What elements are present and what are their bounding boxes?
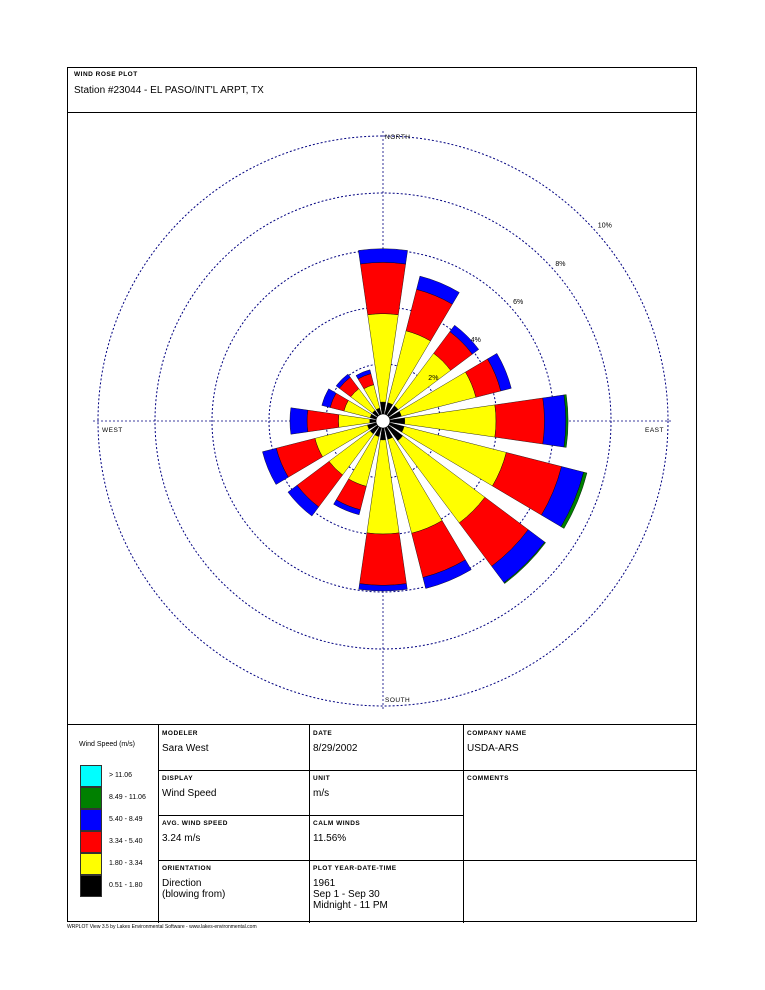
legend-swatch (80, 875, 102, 897)
ring-label: 10% (597, 222, 612, 230)
legend-label: 8.49 - 11.06 (109, 794, 146, 801)
petal-segment-w-2 (307, 410, 339, 432)
petal-segment-e-3 (543, 395, 566, 447)
company-caption: COMPANY NAME (467, 730, 527, 737)
petal-segment-s-0 (380, 428, 385, 440)
petal-segment-w-0 (370, 419, 376, 423)
legend-label: 1.80 - 3.34 (109, 860, 143, 867)
legend-label: 5.40 - 8.49 (109, 816, 143, 823)
modeler-cell (159, 725, 309, 770)
ring-label: 4% (470, 337, 481, 344)
comments-caption: COMMENTS (467, 775, 509, 782)
legend-swatch (80, 853, 102, 875)
legend-swatch (80, 787, 102, 809)
petal-segment-e-2 (495, 398, 545, 444)
petal-segment-n-2 (360, 262, 405, 314)
display-cell (159, 770, 309, 815)
calm-value: 11.56% (313, 833, 347, 844)
display-caption: DISPLAY (162, 775, 194, 782)
legend (68, 725, 158, 923)
date-caption: DATE (313, 730, 333, 737)
legend-label: 3.34 - 5.40 (109, 838, 143, 845)
petal-segment-n-3 (358, 249, 407, 264)
avg-wind-value: 3.24 m/s (162, 833, 201, 844)
display-value: Wind Speed (162, 788, 217, 799)
comments-cell (464, 770, 696, 860)
header-caption: WIND ROSE PLOT (74, 71, 138, 78)
compass-north: NORTH (385, 134, 411, 141)
calm-cell (310, 815, 463, 860)
compass-west: WEST (102, 427, 123, 434)
report-header (68, 68, 696, 113)
orientation-line2: (blowing from) (162, 889, 226, 900)
unit-value: m/s (313, 788, 330, 799)
plot-period-cell (310, 860, 463, 923)
avg-wind-cell (159, 815, 309, 860)
calm-circle (376, 414, 390, 428)
info-panel (68, 724, 696, 923)
avg-wind-caption: AVG. WIND SPEED (162, 820, 228, 827)
plot-period-value (313, 878, 388, 911)
ring-label: 2% (428, 375, 439, 383)
legend-label: > 11.06 (109, 772, 133, 779)
petal-segment-n-0 (380, 402, 385, 414)
wind-rose-report (67, 67, 697, 922)
date-cell (310, 725, 463, 770)
plot-period-year: 1961 (313, 878, 336, 889)
modeler-caption: MODELER (162, 730, 198, 737)
legend-title: Wind Speed (m/s) (79, 741, 136, 748)
compass-south: SOUTH (385, 697, 411, 704)
orientation-cell (159, 860, 309, 923)
ring-label: 6% (513, 298, 524, 306)
company-cell (464, 725, 696, 770)
wind-rose-chart (68, 113, 696, 723)
orientation-value (162, 878, 225, 900)
legend-swatch (80, 765, 102, 787)
unit-cell (310, 770, 463, 815)
compass-east: EAST (645, 427, 664, 434)
plot-period-dates: Sep 1 - Sep 30 (313, 889, 380, 900)
modeler-value: Sara West (162, 743, 209, 754)
petal-segment-w-3 (290, 408, 308, 435)
date-value: 8/29/2002 (313, 743, 358, 754)
petal-segment-s-2 (360, 533, 407, 585)
orientation-caption: ORIENTATION (162, 865, 212, 872)
company-value: USDA-ARS (467, 743, 519, 754)
calm-caption: CALM WINDS (313, 820, 361, 827)
orientation-line1: Direction (162, 878, 202, 889)
legend-label: 0.51 - 1.80 (109, 882, 143, 889)
ring-label: 8% (555, 260, 566, 268)
unit-caption: UNIT (313, 775, 331, 782)
plot-period-time: Midnight - 11 PM (313, 900, 388, 911)
plot-period-caption: PLOT YEAR-DATE-TIME (313, 865, 397, 872)
station-title: Station #23044 - EL PASO/INT'L ARPT, TX (74, 85, 264, 96)
legend-swatch (80, 831, 102, 853)
legend-swatch (80, 809, 102, 831)
software-credit: WRPLOT View 3.5 by Lakes Environmental Software - www.lakes-environmental.com (67, 924, 257, 930)
